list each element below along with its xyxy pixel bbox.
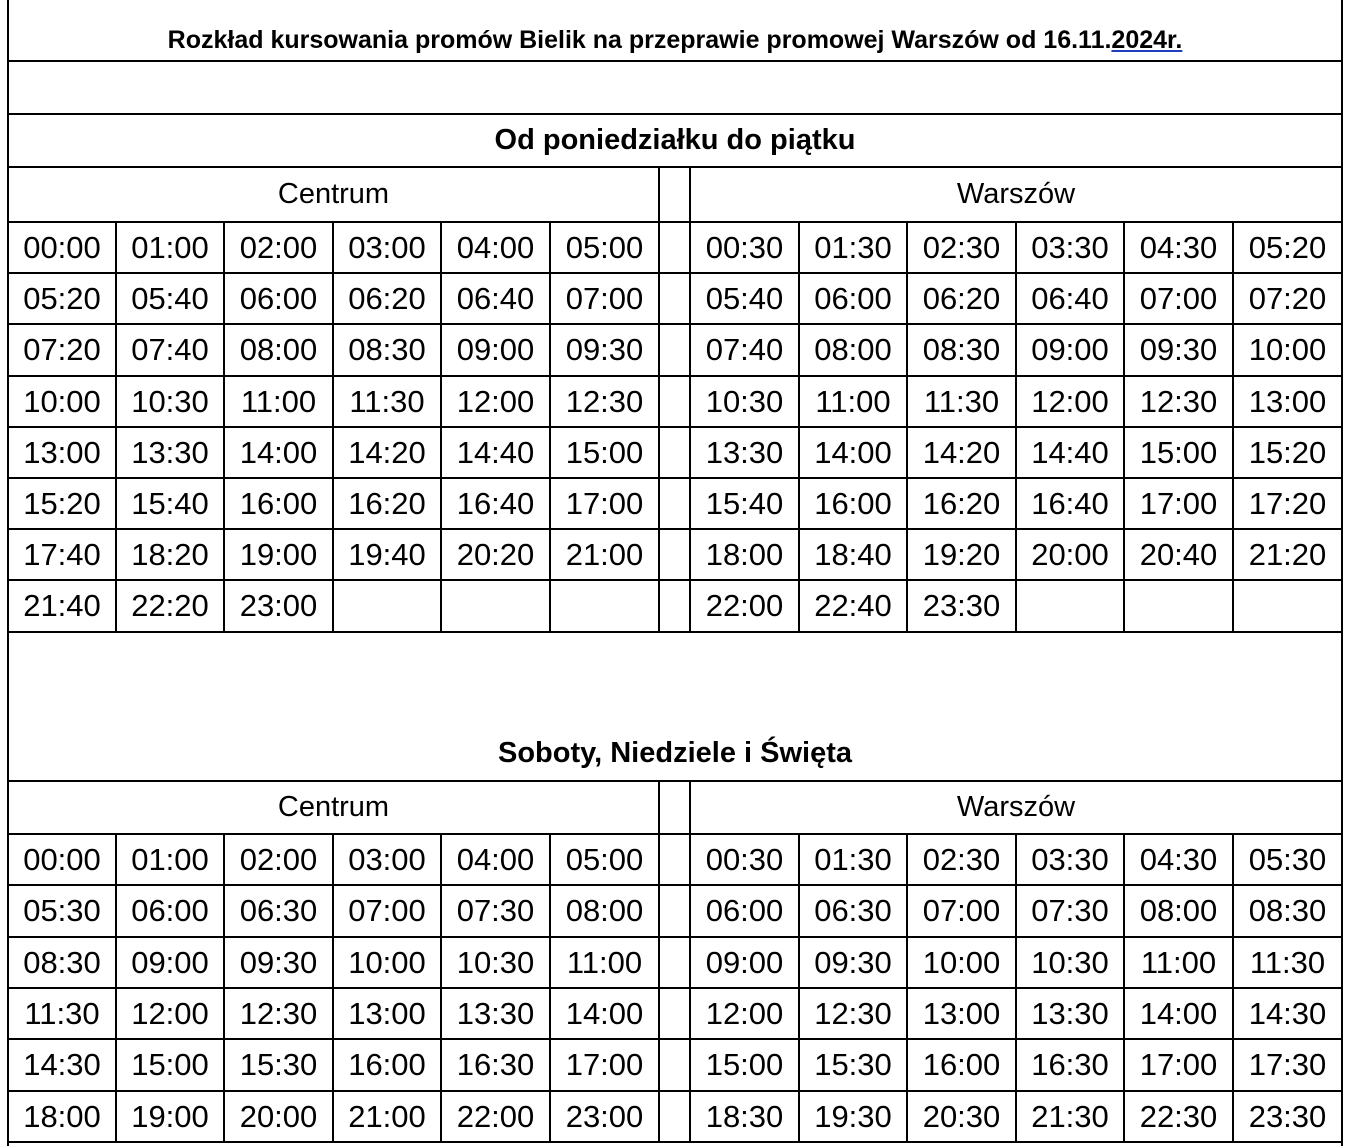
departure-time-centrum: 02:00 — [239, 229, 318, 265]
departure-time-centrum: 06:20 — [348, 280, 426, 316]
departure-time-centrum: 08:00 — [239, 332, 318, 367]
row-divider — [8, 1141, 1342, 1143]
departure-time-warszow: 15:40 — [705, 485, 784, 521]
departure-time-warszow: 07:00 — [922, 893, 1001, 928]
departure-time-centrum: 17:00 — [565, 485, 644, 521]
departure-time-centrum: 16:00 — [239, 485, 318, 521]
departure-time-warszow: 08:00 — [1139, 893, 1218, 928]
departure-time-centrum: 02:00 — [239, 841, 318, 877]
departure-time-warszow: 10:00 — [922, 944, 1001, 980]
departure-time-warszow: 00:30 — [705, 841, 784, 877]
departure-time-centrum: 19:00 — [131, 1098, 209, 1134]
departure-time-warszow: 13:00 — [922, 995, 1001, 1031]
departure-time-warszow: 10:30 — [1031, 944, 1109, 980]
departure-time-warszow: 07:00 — [1139, 280, 1218, 316]
departure-time-warszow: 16:40 — [1031, 485, 1109, 521]
departure-time-warszow: 12:30 — [1139, 383, 1218, 419]
departure-time-centrum: 14:00 — [565, 995, 644, 1031]
departure-time-warszow: 04:30 — [1139, 841, 1218, 877]
departure-time-warszow: 09:00 — [1031, 332, 1109, 367]
departure-time-centrum: 14:40 — [456, 434, 535, 470]
departure-time-centrum: 12:30 — [565, 383, 644, 419]
departure-time-warszow: 06:00 — [705, 893, 784, 928]
departure-time-warszow: 11:30 — [923, 383, 1000, 419]
departure-time-centrum: 00:00 — [23, 841, 101, 877]
departure-time-centrum: 06:00 — [239, 280, 318, 316]
departure-time-warszow: 09:00 — [705, 944, 784, 980]
departure-time-centrum: 10:00 — [23, 383, 101, 419]
departure-time-centrum: 15:00 — [565, 434, 644, 470]
departure-time-centrum: 13:30 — [131, 434, 209, 470]
departure-time-warszow — [1124, 580, 1233, 632]
departure-time-centrum: 21:40 — [23, 588, 101, 623]
departure-time-warszow: 18:30 — [705, 1098, 784, 1134]
departure-time-warszow: 05:40 — [705, 280, 784, 316]
departure-time-centrum: 07:30 — [456, 893, 535, 928]
departure-time-warszow: 22:40 — [814, 588, 892, 623]
departure-time-warszow: 10:30 — [705, 383, 784, 419]
departure-time-warszow: 03:30 — [1031, 841, 1109, 877]
departure-time-warszow: 13:30 — [1031, 995, 1109, 1031]
departure-time-centrum: 16:20 — [348, 485, 426, 521]
departure-time-centrum: 13:00 — [23, 434, 101, 470]
departure-time-centrum: 15:00 — [131, 1047, 209, 1082]
departure-time-centrum: 10:30 — [131, 383, 209, 419]
title-year: 2024r. — [1111, 25, 1183, 54]
departure-time-centrum: 00:00 — [23, 229, 101, 265]
departure-time-warszow: 16:00 — [922, 1047, 1001, 1082]
departure-time-warszow: 06:00 — [814, 280, 892, 316]
departure-time-warszow — [1233, 580, 1342, 632]
departure-time-warszow: 13:30 — [705, 434, 784, 470]
departure-time-centrum: 11:30 — [349, 383, 425, 419]
departure-time-centrum: 07:20 — [23, 332, 101, 367]
departure-time-warszow: 15:30 — [814, 1047, 892, 1082]
departure-time-warszow: 16:00 — [814, 485, 892, 521]
departure-time-warszow: 02:30 — [922, 841, 1001, 877]
departure-time-warszow: 12:00 — [705, 995, 784, 1031]
departure-time-centrum: 19:40 — [348, 536, 426, 572]
departure-time-centrum: 14:30 — [23, 1047, 101, 1082]
departure-time-centrum: 10:00 — [348, 944, 426, 980]
departure-time-centrum: 11:30 — [24, 995, 100, 1031]
departure-time-centrum: 05:00 — [565, 229, 644, 265]
departure-time-centrum: 09:00 — [131, 944, 209, 980]
departure-time-warszow: 13:00 — [1248, 383, 1327, 419]
departure-time-centrum: 23:00 — [565, 1098, 644, 1134]
departure-time-centrum: 12:30 — [239, 995, 318, 1031]
departure-time-warszow: 20:40 — [1139, 536, 1218, 572]
departure-time-warszow: 20:00 — [1031, 536, 1109, 572]
departure-time-warszow: 01:30 — [814, 841, 892, 877]
departure-time-centrum: 16:30 — [456, 1047, 535, 1082]
departure-time-warszow: 12:30 — [814, 995, 892, 1031]
departure-time-warszow: 11:00 — [815, 383, 891, 419]
departure-time-centrum: 01:00 — [131, 229, 209, 265]
departure-time-centrum: 07:00 — [348, 893, 426, 928]
departure-time-centrum: 09:30 — [565, 332, 644, 367]
departure-time-warszow: 08:30 — [922, 332, 1001, 367]
departure-time-warszow: 17:30 — [1248, 1047, 1327, 1082]
departure-time-warszow — [1016, 580, 1124, 632]
departure-time-centrum: 22:20 — [131, 588, 209, 623]
departure-time-centrum: 08:30 — [348, 332, 426, 367]
title-main: Rozkład kursowania promów Bielik na przeprawie promowej Warszów od 16.11. — [167, 25, 1112, 54]
station-label-right: Warszów — [956, 791, 1076, 823]
departure-time-centrum: 15:30 — [239, 1047, 318, 1082]
departure-time-warszow: 05:20 — [1248, 229, 1327, 265]
departure-time-warszow: 15:20 — [1248, 434, 1327, 470]
departure-time-centrum: 05:30 — [23, 893, 101, 928]
departure-time-centrum: 20:00 — [239, 1098, 318, 1134]
departure-time-warszow: 17:00 — [1139, 485, 1218, 521]
departure-time-warszow: 23:30 — [922, 588, 1001, 623]
departure-time-centrum: 15:20 — [23, 485, 101, 521]
departure-time-centrum: 11:00 — [240, 383, 317, 419]
departure-time-warszow: 09:30 — [814, 944, 892, 980]
departure-time-centrum: 13:00 — [348, 995, 426, 1031]
departure-time-warszow: 15:00 — [1139, 434, 1218, 470]
departure-time-warszow: 23:30 — [1248, 1098, 1327, 1134]
departure-time-centrum: 19:00 — [239, 536, 318, 572]
departure-time-centrum: 05:00 — [565, 841, 644, 877]
departure-time-warszow: 16:20 — [922, 485, 1001, 521]
departure-time-warszow: 05:30 — [1248, 841, 1327, 877]
departure-time-warszow: 06:30 — [814, 893, 892, 928]
departure-time-centrum: 14:00 — [239, 434, 318, 470]
departure-time-warszow: 21:30 — [1031, 1098, 1109, 1134]
departure-time-warszow: 06:40 — [1031, 280, 1109, 316]
departure-time-centrum: 11:00 — [566, 944, 643, 980]
departure-time-warszow: 17:20 — [1248, 485, 1327, 521]
departure-time-centrum: 05:40 — [131, 280, 209, 316]
departure-time-centrum — [550, 580, 659, 632]
station-label-left: Centrum — [277, 178, 390, 210]
departure-time-warszow: 00:30 — [705, 229, 784, 265]
departure-time-warszow: 12:00 — [1031, 383, 1109, 419]
departure-time-centrum: 21:00 — [348, 1098, 426, 1134]
departure-time-centrum: 06:40 — [456, 280, 535, 316]
departure-time-warszow: 20:30 — [922, 1098, 1001, 1134]
departure-time-centrum — [333, 580, 441, 632]
departure-time-warszow: 14:00 — [1139, 995, 1218, 1031]
departure-time-warszow: 02:30 — [922, 229, 1001, 265]
departure-time-warszow: 01:30 — [814, 229, 892, 265]
departure-time-centrum: 05:20 — [23, 280, 101, 316]
title-divider — [8, 60, 1342, 62]
departure-time-warszow: 14:00 — [814, 434, 892, 470]
departure-time-warszow: 15:00 — [705, 1047, 784, 1082]
section-heading: Od poniedziałku do piątku — [494, 124, 856, 156]
departure-time-centrum: 03:00 — [348, 841, 426, 877]
departure-time-centrum: 04:00 — [456, 229, 535, 265]
departure-time-centrum — [441, 580, 550, 632]
departure-time-centrum: 18:20 — [131, 536, 209, 572]
departure-time-warszow: 04:30 — [1139, 229, 1218, 265]
departure-time-centrum: 04:00 — [456, 841, 535, 877]
departure-time-centrum: 07:40 — [131, 332, 209, 367]
departure-time-warszow: 09:30 — [1139, 332, 1218, 367]
station-label-left: Centrum — [277, 791, 390, 823]
departure-time-centrum: 23:00 — [239, 588, 318, 623]
departure-time-centrum: 08:00 — [565, 893, 644, 928]
departure-time-centrum: 17:00 — [565, 1047, 644, 1082]
departure-time-centrum: 22:00 — [456, 1098, 535, 1134]
departure-time-centrum: 15:40 — [131, 485, 209, 521]
departure-time-warszow: 21:20 — [1248, 536, 1327, 572]
departure-time-centrum: 03:00 — [348, 229, 426, 265]
departure-time-warszow: 08:00 — [814, 332, 892, 367]
departure-time-warszow: 06:20 — [922, 280, 1001, 316]
departure-time-warszow: 03:30 — [1031, 229, 1109, 265]
departure-time-centrum: 07:00 — [565, 280, 644, 316]
departure-time-warszow: 19:30 — [814, 1098, 892, 1134]
departure-time-warszow: 14:20 — [922, 434, 1001, 470]
departure-time-warszow: 19:20 — [922, 536, 1001, 572]
departure-time-warszow: 07:40 — [705, 332, 784, 367]
departure-time-centrum: 16:00 — [348, 1047, 426, 1082]
departure-time-centrum: 10:30 — [456, 944, 535, 980]
departure-time-warszow: 16:30 — [1031, 1047, 1109, 1082]
departure-time-centrum: 17:40 — [23, 536, 101, 572]
departure-time-warszow: 14:40 — [1031, 434, 1109, 470]
departure-time-warszow: 22:30 — [1139, 1098, 1218, 1134]
departure-time-centrum: 08:30 — [23, 944, 101, 980]
departure-time-centrum: 12:00 — [456, 383, 535, 419]
departure-time-warszow: 10:00 — [1248, 332, 1327, 367]
departure-time-centrum: 13:30 — [456, 995, 535, 1031]
departure-time-centrum: 21:00 — [565, 536, 644, 572]
departure-time-warszow: 14:30 — [1248, 995, 1327, 1031]
departure-time-centrum: 09:00 — [456, 332, 535, 367]
departure-time-centrum: 12:00 — [131, 995, 209, 1031]
departure-time-warszow: 18:00 — [705, 536, 784, 572]
departure-time-warszow: 07:20 — [1248, 280, 1327, 316]
departure-time-centrum: 20:20 — [456, 536, 535, 572]
departure-time-warszow: 11:00 — [1140, 944, 1217, 980]
departure-time-centrum: 16:40 — [456, 485, 535, 521]
section-heading: Soboty, Niedziele i Święta — [498, 737, 852, 769]
departure-time-warszow: 22:00 — [705, 588, 784, 623]
departure-time-centrum: 14:20 — [348, 434, 426, 470]
departure-time-centrum: 09:30 — [239, 944, 318, 980]
departure-time-warszow: 17:00 — [1139, 1047, 1218, 1082]
departure-time-warszow: 08:30 — [1248, 893, 1327, 928]
departure-time-centrum: 01:00 — [131, 841, 209, 877]
departure-time-centrum: 06:30 — [239, 893, 318, 928]
departure-time-warszow: 18:40 — [814, 536, 892, 572]
departure-time-centrum: 18:00 — [23, 1098, 101, 1134]
departure-time-warszow: 07:30 — [1031, 893, 1109, 928]
station-label-right: Warszów — [956, 178, 1076, 210]
departure-time-warszow: 11:30 — [1249, 944, 1326, 980]
row-divider — [8, 631, 1342, 633]
departure-time-centrum: 06:00 — [131, 893, 209, 928]
